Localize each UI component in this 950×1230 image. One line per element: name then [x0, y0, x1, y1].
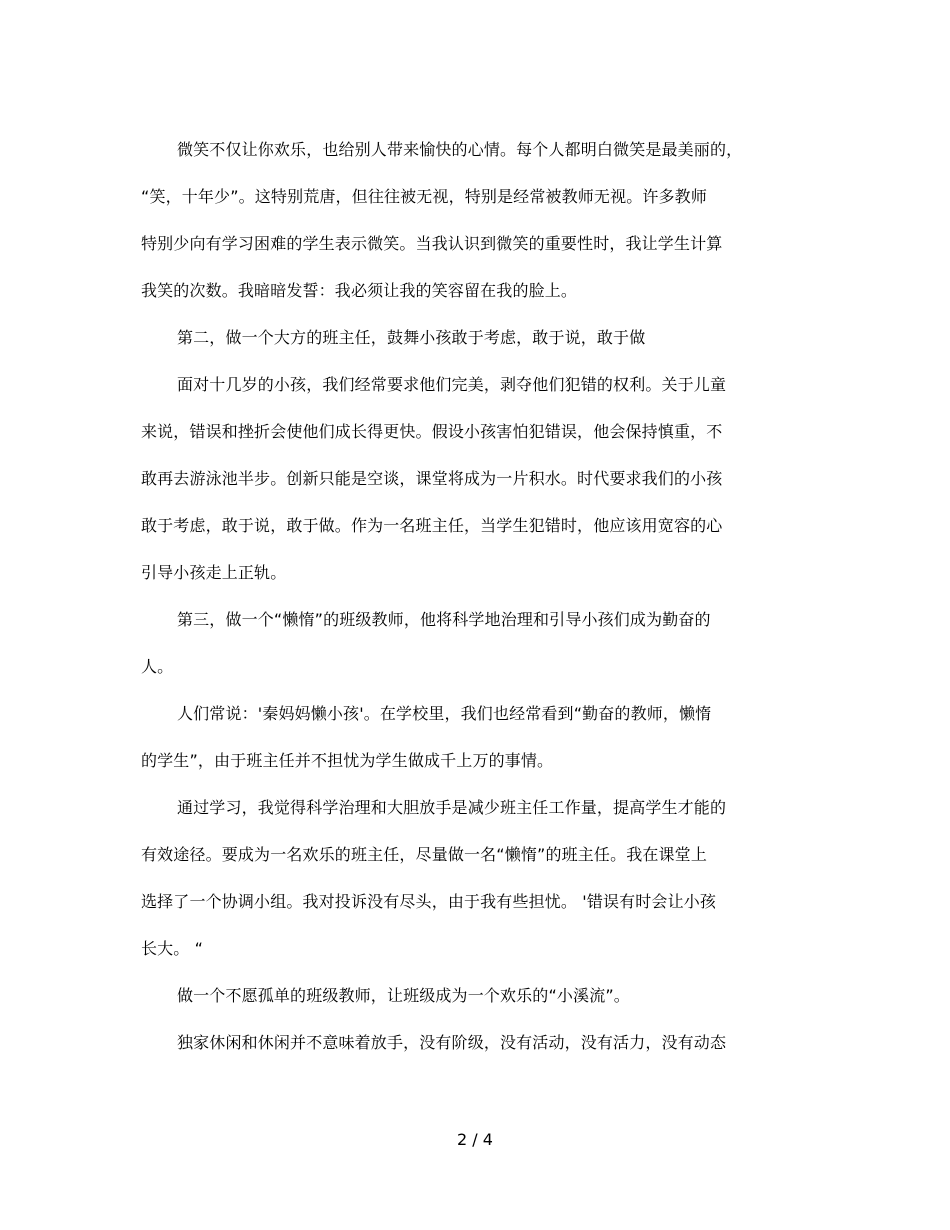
text-line: 特别少向有学习困难的学生表示微笑。当我认识到微笑的重要性时，我让学生计算: [141, 234, 723, 253]
text-line: 来说，错误和挫折会使他们成长得更快。假设小孩害怕犯错误，他会保持慎重，不: [141, 422, 723, 441]
text-line: 选择了一个协调小组。我对投诉没有尽头，由于我有些担忧。 '错误有时会让小孩: [141, 892, 717, 911]
text-line: 做一个不愿孤单的班级教师，让班级成为一个欢乐的“小溪流”。: [177, 986, 630, 1005]
paragraph-leisure: [141, 1019, 821, 1066]
paragraph-saying: [141, 690, 821, 784]
text-line: 微笑不仅让你欢乐，也给别人带来愉快的心情。每个人都明白微笑是最美丽的，: [177, 140, 743, 159]
document-body: [141, 126, 821, 1066]
text-line: 人们常说：'秦妈妈懒小孩'。在学校里，我们也经常看到“勤奋的教师，懒惰: [177, 704, 712, 723]
paragraph-heading-second: [141, 314, 821, 361]
text-line: 长大。 “: [141, 939, 204, 958]
page-number: 2 / 4: [457, 1130, 493, 1149]
text-line: 敢再去游泳池半步。创新只能是空谈，课堂将成为一片积水。时代要求我们的小孩: [141, 469, 723, 488]
text-line: 面对十几岁的小孩，我们经常要求他们完美，剥夺他们犯错的权利。关于儿童: [177, 375, 727, 394]
paragraph-mistakes: [141, 361, 821, 596]
text-line: 引导小孩走上正轨。: [141, 563, 287, 582]
paragraph-smile: [141, 126, 821, 314]
text-line: 通过学习，我觉得科学治理和大胆放手是减少班主任工作量，提高学生才能的: [177, 798, 727, 817]
text-line: 的学生”，由于班主任并不担忧为学生做成千上万的事情。: [141, 751, 554, 770]
text-line: 第三，做一个“懒惰”的班级教师，他将科学地治理和引导小孩们成为勤奋的: [177, 610, 711, 629]
text-line: 有效途径。要成为一名欢乐的班主任，尽量做一名“懒惰”的班主任。我在课堂上: [141, 845, 707, 864]
paragraph-learning: [141, 784, 821, 972]
text-line: 敢于考虑，敢于说，敢于做。作为一名班主任，当学生犯错时，他应该用宽容的心: [141, 516, 723, 535]
text-line: 人。: [141, 657, 174, 676]
paragraph-heading-stream: [141, 972, 821, 1019]
text-line: “笑，十年少”。这特别荒唐，但往往被无视，特别是经常被教师无视。许多教师: [141, 187, 707, 206]
paragraph-heading-third: [141, 596, 821, 690]
text-line: 第二，做一个大方的班主任，鼓舞小孩敢于考虑，敢于说，敢于做: [177, 328, 646, 347]
text-line: 我笑的次数。我暗暗发誓：我必须让我的笑容留在我的脸上。: [141, 281, 578, 300]
text-line: 独家休闲和休闲并不意味着放手，没有阶级，没有活动，没有活力，没有动态: [177, 1033, 727, 1052]
